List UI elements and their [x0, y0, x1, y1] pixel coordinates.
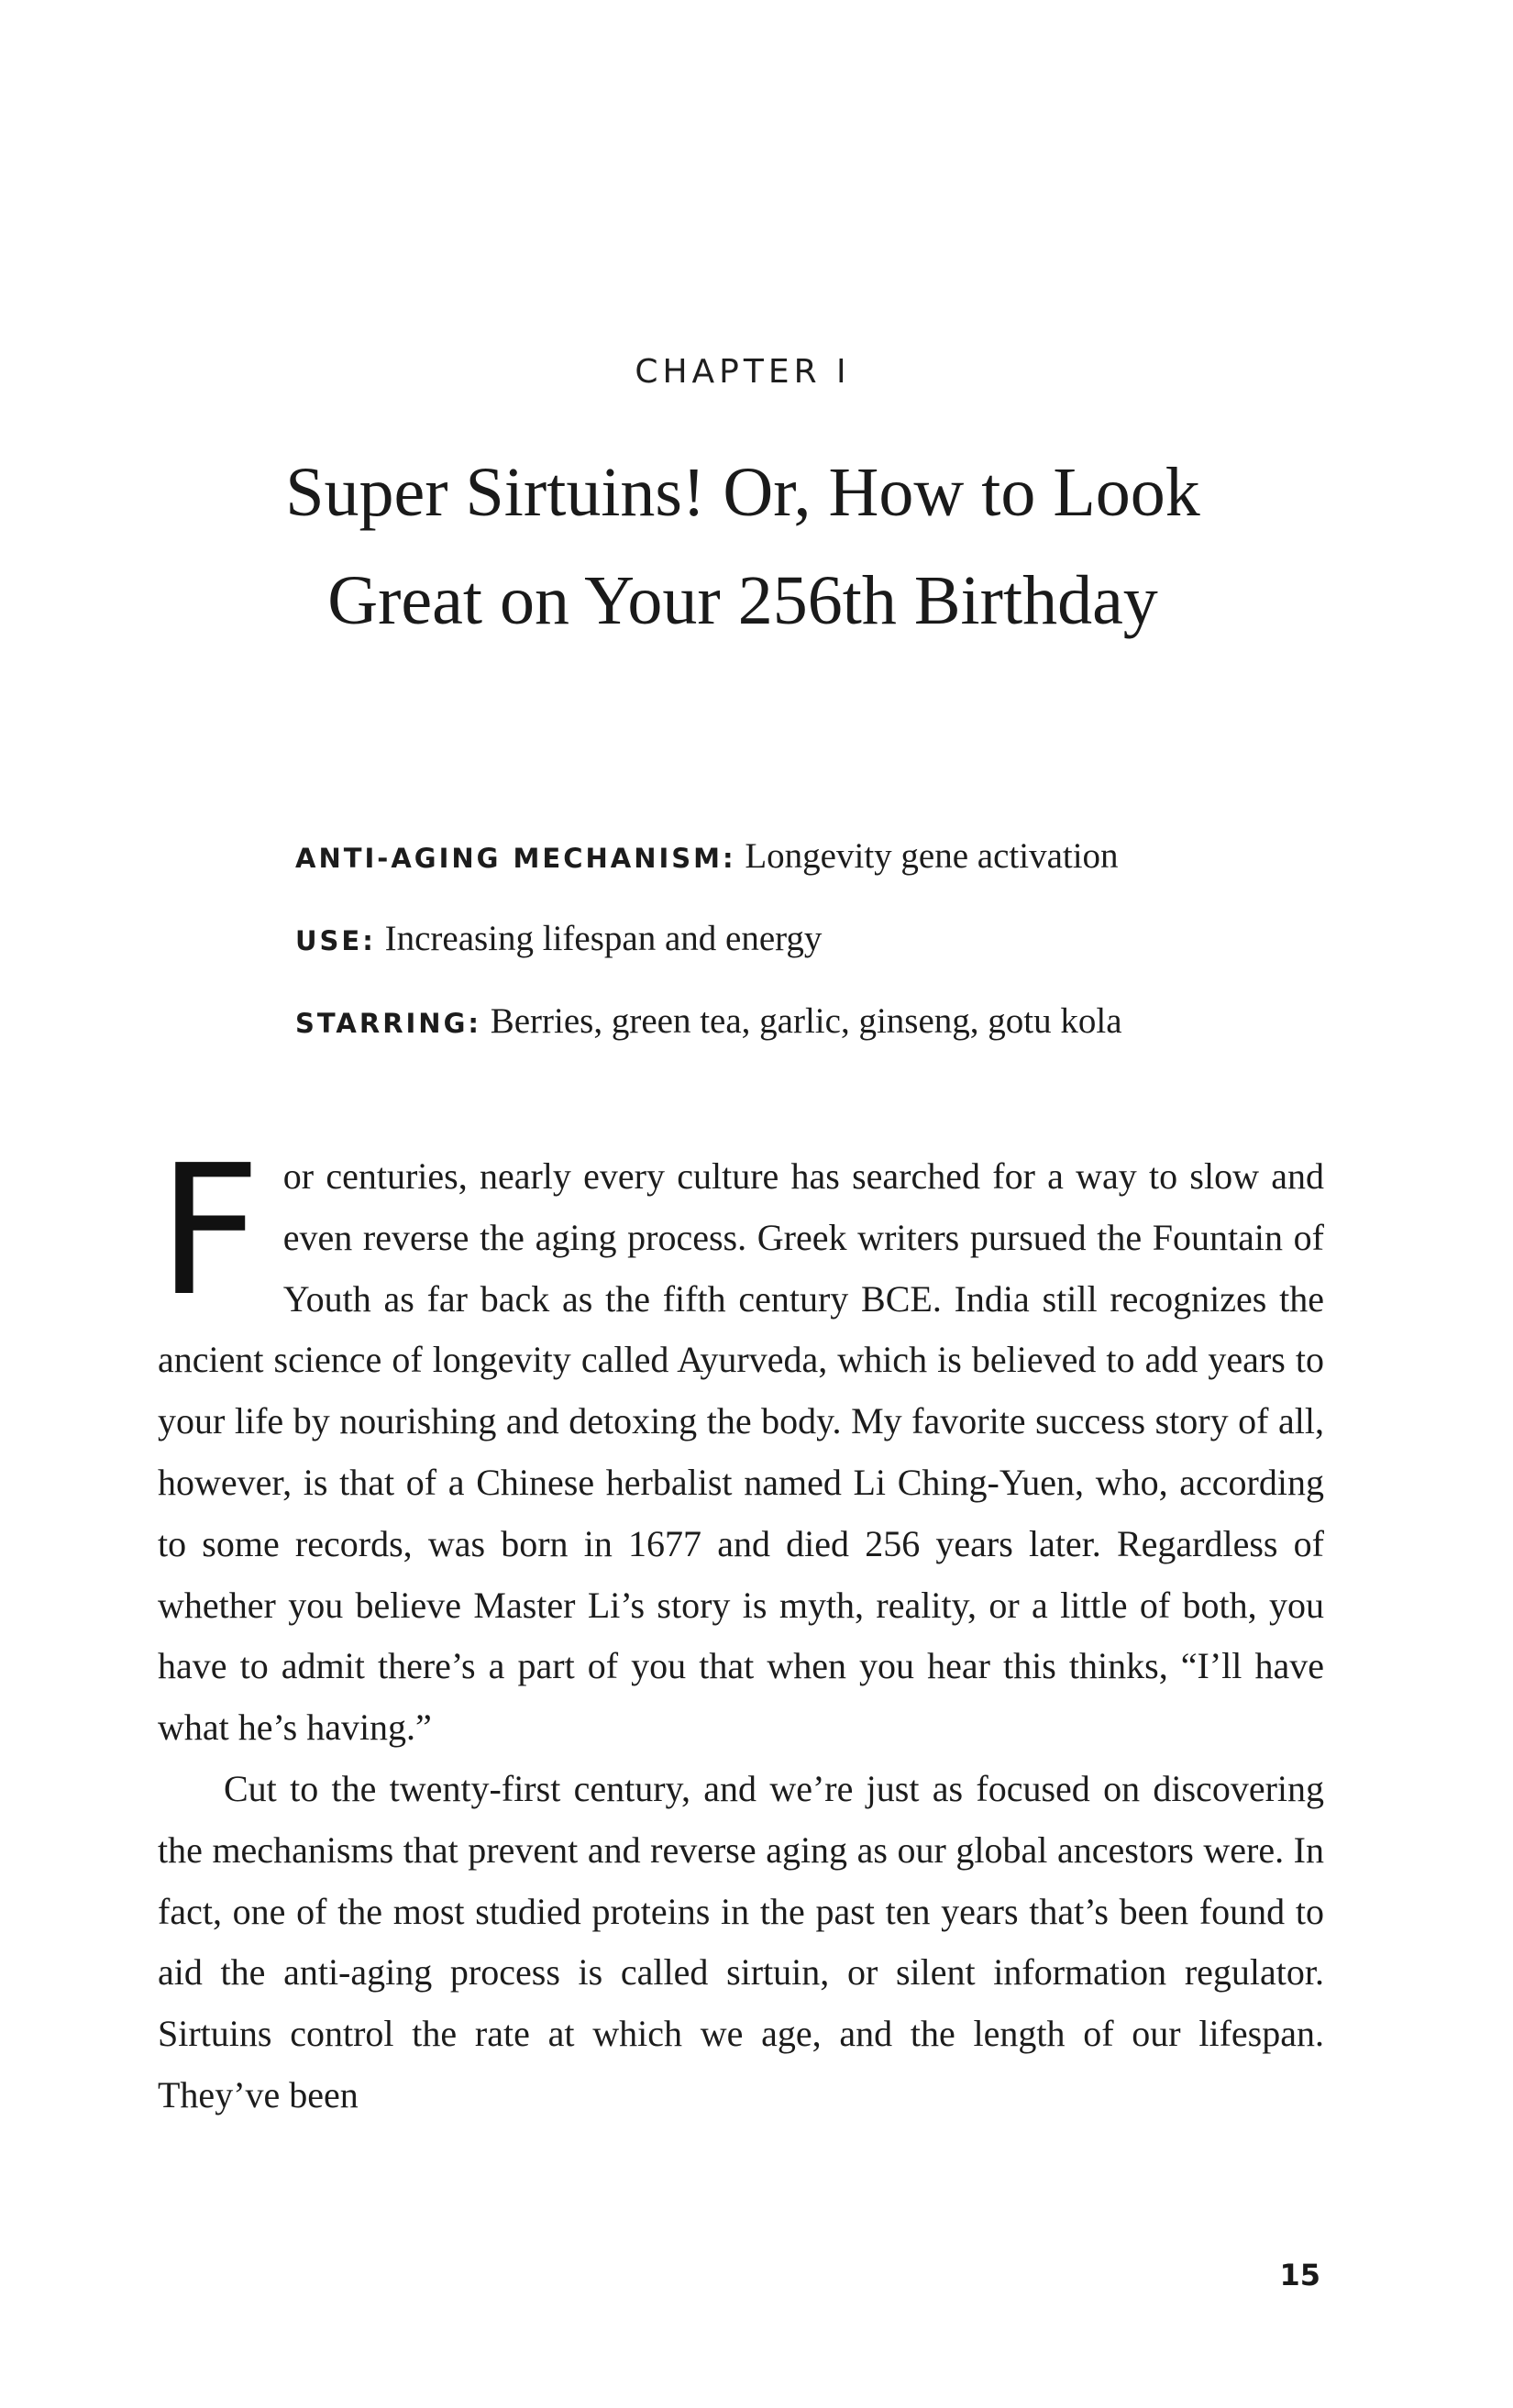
- use-key: USE:: [295, 925, 376, 956]
- drop-cap: F: [158, 1127, 261, 1336]
- body-text: [158, 1127, 1324, 2126]
- chapter-label: CHAPTER I: [635, 353, 851, 391]
- starring-value: Berries, green tea, garlic, ginseng, gotu kola: [490, 1001, 1122, 1041]
- page-number: 15: [1279, 2258, 1320, 2292]
- mechanism-row: [295, 816, 1350, 899]
- paragraph-2: Cut to the twenty-first century, and we’re just as focused on discovering the mechanisms that prevent and reverse aging as our global ancestors were. In fact, one of the most studied proteins in the past ten years that’s been found to aid the anti-aging process is called sirtuin, or silent information regulator. Sirtuins control the rate at which we age, and the length of our lifespan. They’ve been: [158, 1767, 1324, 2115]
- chapter-title: [183, 438, 1302, 655]
- chapter-summary: [295, 816, 1350, 1064]
- mechanism-key: ANTI-AGING MECHANISM:: [295, 843, 736, 874]
- use-row: [295, 899, 1350, 981]
- paragraph-1-text: or centuries, nearly every culture has searched for a way to slow and even reverse the aging process. Greek writers pursued the Fountain of Youth as far back as the fifth century BCE. India still recognizes the ancient science of longevity called Ayurveda, which is believed to add years to your life by nourishing and detoxing the body. My favorite success story of all, however, is that of a Chinese herbalist named Li Ching-Yuen, who, according to some records, was born in 1677 and died 256 years later. Regardless of whether you believe Master Li’s story is myth, reality, or a little of both, you have to admit there’s a part of you that when you hear this thinks, “I’ll have what he’s having.”: [158, 1155, 1324, 1749]
- mechanism-value: Longevity gene activation: [745, 836, 1119, 876]
- chapter-title-line-2: Great on Your 256th Birthday: [327, 562, 1158, 639]
- starring-row: [295, 981, 1350, 1064]
- paragraph-1: [158, 1127, 1324, 1759]
- starring-key: STARRING:: [295, 1008, 481, 1039]
- chapter-title-line-1: Super Sirtuins! Or, How to Look: [285, 454, 1200, 531]
- use-value: Increasing lifespan and energy: [384, 919, 823, 958]
